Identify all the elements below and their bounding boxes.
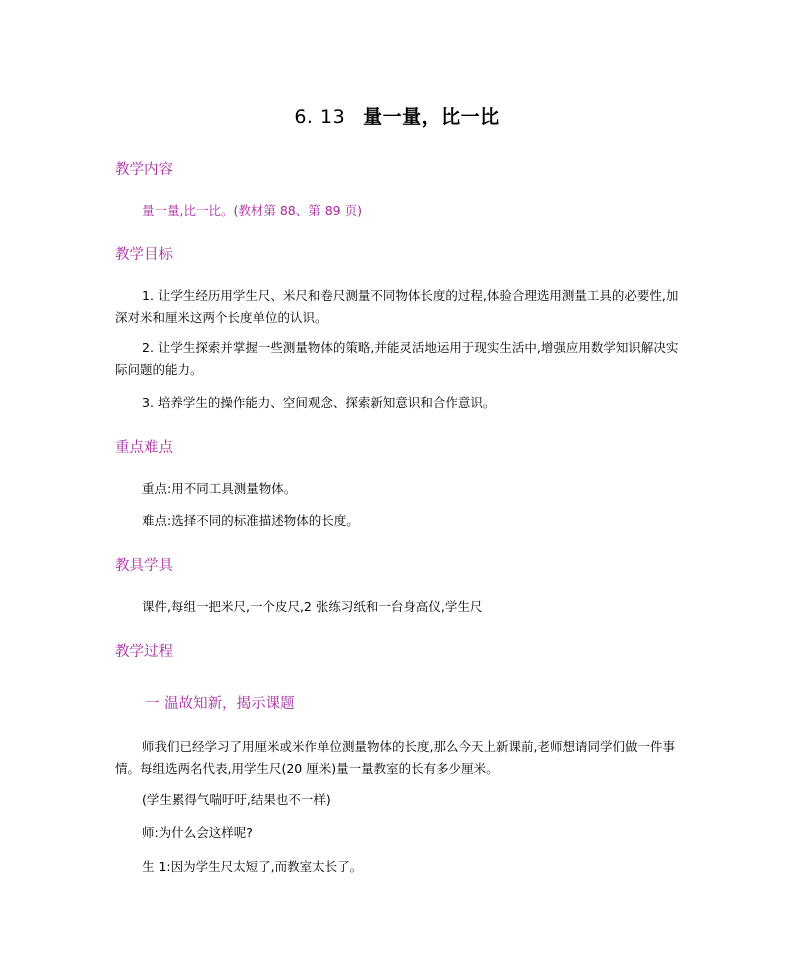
key-point-difficulty: 难点:选择不同的标准描述物体的长度。 [142,513,359,528]
process-line-1: (学生累得气喘吁吁,结果也不一样) [142,792,331,807]
document-title [0,102,794,129]
process-paragraph: 师我们已经学习了用厘米或米作单位测量物体的长度,那么今天上新课前,老师想请同学们做一件事情。每组选两名代表,用学生尺(20 厘米)量一量教室的长有多少厘米。 [115,739,675,776]
process-line-3: 生 1:因为学生尺太短了,而教室太长了。 [142,859,363,874]
process-step-1-heading: 一 温故知新，揭示课题 [145,696,295,712]
materials-line: 课件,每组一把米尺,一个皮尺,2 张练习纸和一台身高仪,学生尺 [142,599,483,614]
teaching-content-line: 量一量,比一比。(教材第 88、第 89 页) [142,203,362,218]
goal-item-1: 1. 让学生经历用学生尺、米尺和卷尺测量不同物体长度的过程,体验合理选用测量工具的必要性,加深对米和厘米这两个长度单位的认识。 [115,288,679,325]
heading-key-points: 重点难点 [115,440,173,456]
heading-teaching-goals: 教学目标 [115,247,173,263]
heading-teaching-process: 教学过程 [115,644,173,660]
goal-item-2: 2. 让学生探索并掌握一些测量物体的策略,并能灵活地运用于现实生活中,增强应用数学知识解决实际问题的能力。 [115,340,679,377]
title-number: 6. 13 [294,106,346,128]
title-text: 量一量，比一比 [363,106,500,128]
key-point-focus: 重点:用不同工具测量物体。 [142,481,297,496]
goal-item-3: 3. 培养学生的操作能力、空间观念、探索新知意识和合作意识。 [142,395,496,410]
heading-materials: 教具学具 [115,558,173,574]
heading-teaching-content: 教学内容 [115,162,173,178]
process-line-2: 师:为什么会这样呢? [142,825,253,840]
